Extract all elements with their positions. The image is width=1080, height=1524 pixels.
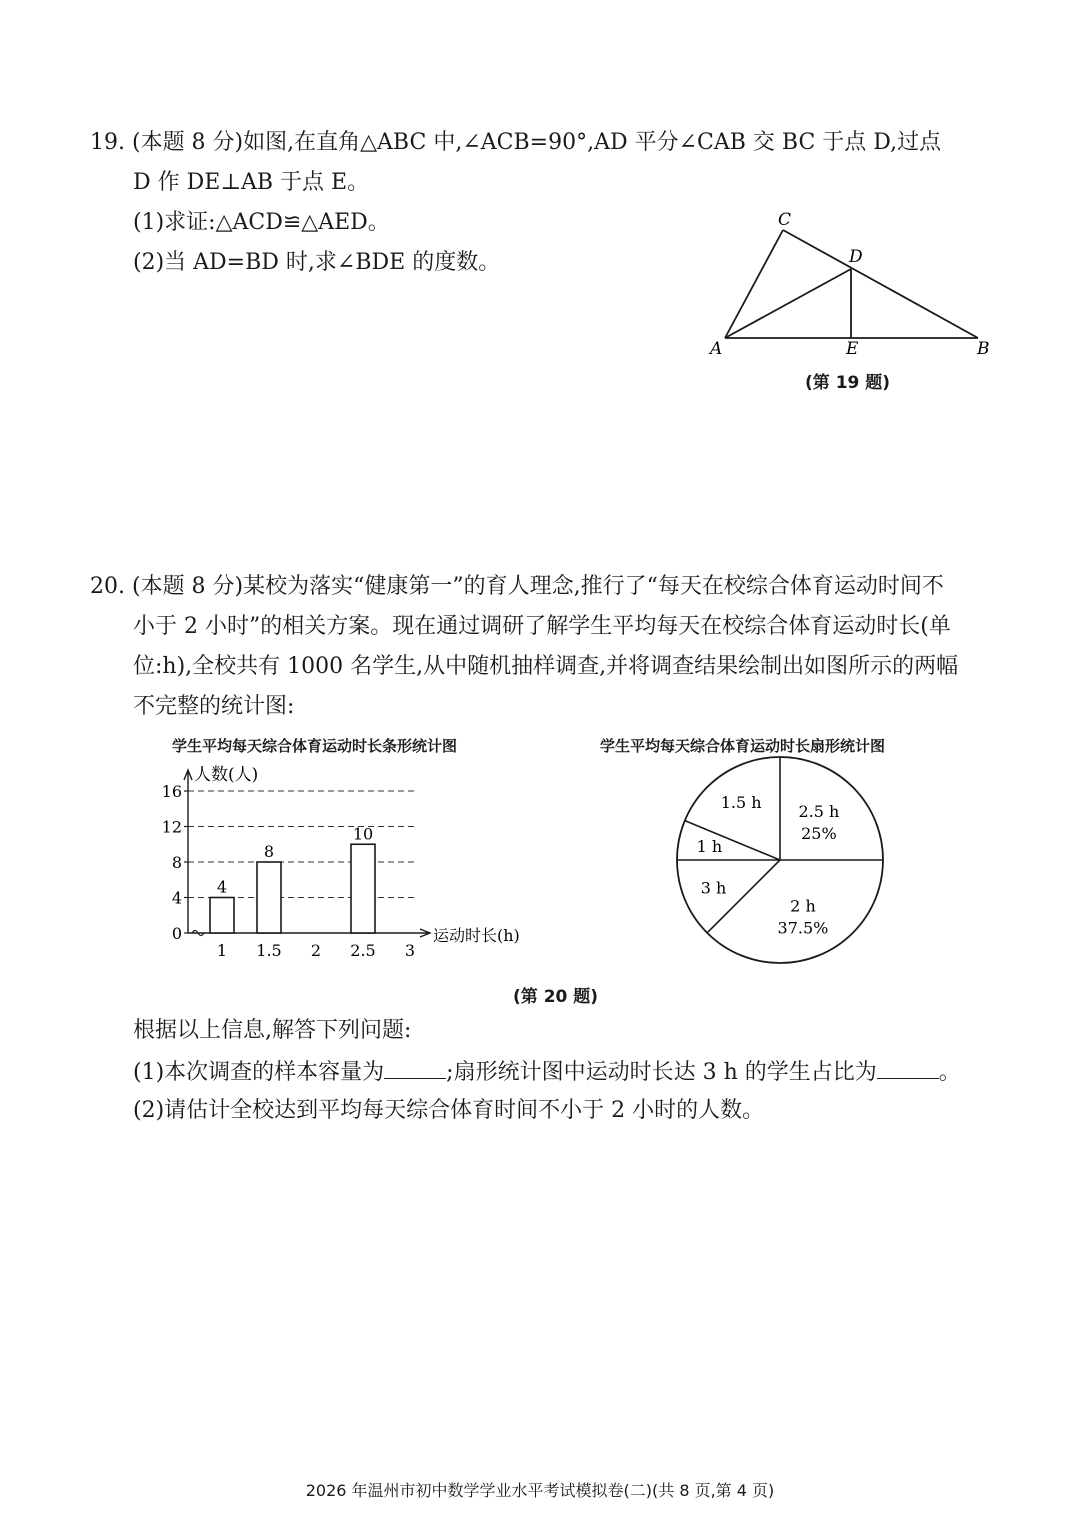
q20-part1-text-b: ;扇形统计图中运动时长达 3 h 的学生占比为: [446, 1060, 877, 1085]
q19-stem-line1: 19. (本题 8 分)如图,在直角△ABC 中,∠ACB=90°,AD 平分∠CAB 交 BC 于点 D,过点: [90, 130, 942, 155]
answer-blank-3h-percent: [877, 1056, 939, 1079]
pie-slice-label: 1.5 h: [720, 792, 762, 812]
page-footer: 2026 年温州市初中数学学业水平考试模拟卷(二)(共 8 页,第 4 页): [305, 1481, 775, 1500]
x-tick-label: 1.5: [256, 941, 282, 960]
pie-slice-label: 2.5 h: [798, 802, 840, 822]
x-tick-label: 2.5: [350, 941, 376, 960]
bar: [210, 898, 234, 934]
q20-figure-caption: (第 20 题): [513, 987, 599, 1007]
x-tick-label: 1: [216, 941, 228, 960]
pie-chart-title: 学生平均每天综合体育运动时长扇形统计图: [600, 737, 886, 755]
q20-part1-text-c: 。: [938, 1060, 961, 1085]
q19-part2: (2)当 AD=BD 时,求∠BDE 的度数。: [133, 250, 501, 275]
pie-chart: [670, 752, 894, 972]
pie-slice-percent: 37.5%: [777, 918, 829, 938]
q20-part1-text-a: (1)本次调查的样本容量为: [133, 1060, 385, 1085]
q20-prompt: 根据以上信息,解答下列问题:: [133, 1018, 412, 1043]
q20-stem-line4: 不完整的统计图:: [133, 694, 295, 719]
x-tick-label: 3: [404, 941, 416, 960]
pie-slice-label: 3 h: [700, 878, 727, 898]
q20-stem-line3: 位:h),全校共有 1000 名学生,从中随机抽样调查,并将调查结果绘制出如图所示的两幅: [133, 654, 959, 679]
y-tick-label: 8: [171, 853, 182, 872]
x-tick-label: 2: [310, 941, 322, 960]
bar: [351, 844, 375, 933]
q19-part1: (1)求证:△ACD≌△AED。: [133, 210, 390, 235]
q19-figure-caption: (第 19 题): [805, 373, 891, 393]
label-C: C: [778, 210, 792, 230]
bar-chart-title: 学生平均每天综合体育运动时长条形统计图: [172, 737, 458, 755]
q20-part1: [133, 1056, 961, 1088]
q20-stem-line2: 小于 2 小时”的相关方案。现在通过调研了解学生平均每天在校综合体育运动时长(单: [133, 614, 951, 639]
bar: [257, 862, 281, 933]
y-tick-label: 12: [161, 817, 182, 837]
q19-stem-line2: D 作 DE⊥AB 于点 E。: [133, 170, 370, 195]
bar-data-label: 8: [263, 842, 275, 861]
label-B: B: [977, 339, 990, 359]
pie-slice-percent: 25%: [801, 824, 837, 844]
pie-slice-label: 2 h: [790, 896, 816, 916]
bar-data-label: 10: [352, 824, 374, 844]
label-E: E: [846, 339, 859, 359]
q20-part2: (2)请估计全校达到平均每天综合体育时间不小于 2 小时的人数。: [133, 1098, 765, 1123]
q20-stem-line1: 20. (本题 8 分)某校为落实“健康第一”的育人理念,推行了“每天在校综合体育运动时间不: [90, 574, 944, 599]
y-tick-label: 0: [171, 924, 182, 943]
label-A: A: [710, 339, 723, 359]
label-D: D: [849, 247, 863, 267]
y-tick-label: 16: [161, 782, 182, 801]
pie-slice-label: 1 h: [696, 836, 723, 856]
bar-chart: [150, 758, 570, 968]
x-axis-label: 运动时长(h): [433, 926, 520, 945]
answer-blank-sample-size: [384, 1056, 446, 1079]
y-axis-label: 人数(人): [194, 765, 259, 785]
y-tick-label: 4: [171, 888, 182, 908]
bar-data-label: 4: [216, 877, 228, 897]
